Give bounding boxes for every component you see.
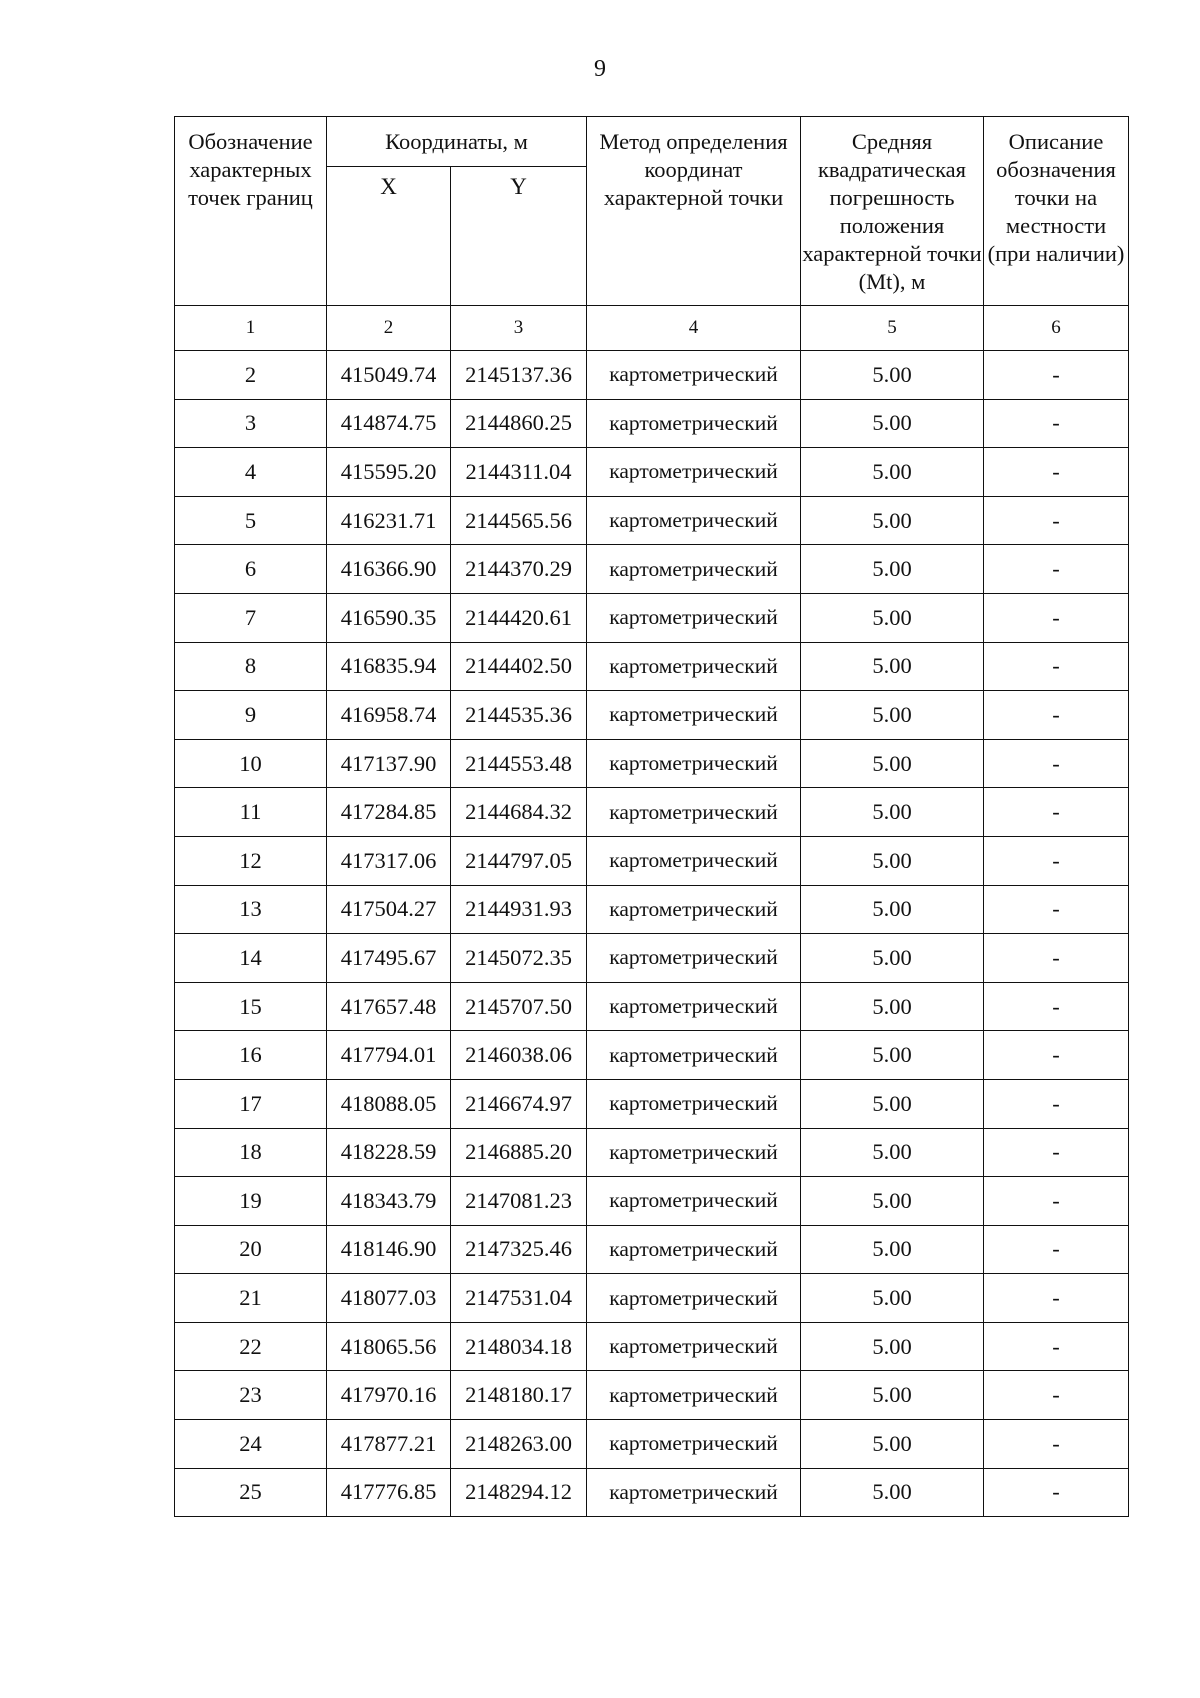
table-row	[175, 885, 1129, 934]
y-coordinate-cell: 2146038.06	[451, 1031, 587, 1080]
error-cell: 5.00	[801, 642, 984, 691]
description-cell: -	[984, 1420, 1129, 1469]
method-cell: картометрический	[587, 1031, 801, 1080]
point-number-cell: 23	[175, 1371, 327, 1420]
x-coordinate-cell: 414874.75	[327, 399, 451, 448]
point-number-cell: 13	[175, 885, 327, 934]
point-number-cell: 3	[175, 399, 327, 448]
method-cell: картометрический	[587, 1274, 801, 1323]
table-row	[175, 1322, 1129, 1371]
error-cell: 5.00	[801, 691, 984, 740]
description-cell: -	[984, 593, 1129, 642]
table-row	[175, 448, 1129, 497]
x-coordinate-cell: 417137.90	[327, 739, 451, 788]
method-cell: картометрический	[587, 982, 801, 1031]
column-number: 5	[801, 306, 984, 351]
description-cell: -	[984, 1468, 1129, 1517]
error-cell: 5.00	[801, 1225, 984, 1274]
description-cell: -	[984, 1274, 1129, 1323]
point-number-cell: 10	[175, 739, 327, 788]
error-cell: 5.00	[801, 885, 984, 934]
method-cell: картометрический	[587, 1177, 801, 1226]
method-cell: картометрический	[587, 836, 801, 885]
header-description: Описание обозначения точки на местности (при наличии)	[984, 117, 1129, 306]
method-cell: картометрический	[587, 691, 801, 740]
error-cell: 5.00	[801, 1274, 984, 1323]
point-number-cell: 21	[175, 1274, 327, 1323]
error-cell: 5.00	[801, 1128, 984, 1177]
description-cell: -	[984, 496, 1129, 545]
header-error: Средняя квадратическая погрешность положения характерной точки (Mt), м	[801, 117, 984, 306]
error-cell: 5.00	[801, 788, 984, 837]
table-row	[175, 1468, 1129, 1517]
table-row	[175, 788, 1129, 837]
header-row	[175, 117, 1129, 167]
header-x: X	[327, 167, 451, 306]
description-cell: -	[984, 1031, 1129, 1080]
description-cell: -	[984, 1322, 1129, 1371]
column-number: 6	[984, 306, 1129, 351]
point-number-cell: 22	[175, 1322, 327, 1371]
x-coordinate-cell: 415049.74	[327, 351, 451, 400]
y-coordinate-cell: 2144931.93	[451, 885, 587, 934]
column-number: 4	[587, 306, 801, 351]
method-cell: картометрический	[587, 885, 801, 934]
description-cell: -	[984, 1177, 1129, 1226]
x-coordinate-cell: 417284.85	[327, 788, 451, 837]
point-number-cell: 24	[175, 1420, 327, 1469]
header-designation: Обозначение характерных точек границ	[175, 117, 327, 306]
point-number-cell: 9	[175, 691, 327, 740]
table-row	[175, 982, 1129, 1031]
error-cell: 5.00	[801, 836, 984, 885]
error-cell: 5.00	[801, 1031, 984, 1080]
point-number-cell: 11	[175, 788, 327, 837]
description-cell: -	[984, 351, 1129, 400]
x-coordinate-cell: 416958.74	[327, 691, 451, 740]
error-cell: 5.00	[801, 448, 984, 497]
x-coordinate-cell: 418088.05	[327, 1079, 451, 1128]
x-coordinate-cell: 416231.71	[327, 496, 451, 545]
table-row	[175, 399, 1129, 448]
table-row	[175, 1274, 1129, 1323]
point-number-cell: 7	[175, 593, 327, 642]
description-cell: -	[984, 739, 1129, 788]
y-coordinate-cell: 2148034.18	[451, 1322, 587, 1371]
method-cell: картометрический	[587, 545, 801, 594]
error-cell: 5.00	[801, 1177, 984, 1226]
method-cell: картометрический	[587, 1420, 801, 1469]
y-coordinate-cell: 2144420.61	[451, 593, 587, 642]
table-row	[175, 351, 1129, 400]
description-cell: -	[984, 836, 1129, 885]
point-number-cell: 2	[175, 351, 327, 400]
point-number-cell: 4	[175, 448, 327, 497]
table-row	[175, 836, 1129, 885]
table-row	[175, 1031, 1129, 1080]
table-row	[175, 1177, 1129, 1226]
description-cell: -	[984, 885, 1129, 934]
error-cell: 5.00	[801, 982, 984, 1031]
x-coordinate-cell: 418343.79	[327, 1177, 451, 1226]
x-coordinate-cell: 417794.01	[327, 1031, 451, 1080]
table-row	[175, 934, 1129, 983]
error-cell: 5.00	[801, 351, 984, 400]
y-coordinate-cell: 2145137.36	[451, 351, 587, 400]
method-cell: картометрический	[587, 1225, 801, 1274]
method-cell: картометрический	[587, 1371, 801, 1420]
table-body	[175, 117, 1129, 1517]
column-number: 2	[327, 306, 451, 351]
point-number-cell: 14	[175, 934, 327, 983]
method-cell: картометрический	[587, 934, 801, 983]
method-cell: картометрический	[587, 496, 801, 545]
point-number-cell: 17	[175, 1079, 327, 1128]
y-coordinate-cell: 2145707.50	[451, 982, 587, 1031]
table-row	[175, 739, 1129, 788]
error-cell: 5.00	[801, 593, 984, 642]
method-cell: картометрический	[587, 1322, 801, 1371]
x-coordinate-cell: 415595.20	[327, 448, 451, 497]
y-coordinate-cell: 2148180.17	[451, 1371, 587, 1420]
method-cell: картометрический	[587, 448, 801, 497]
description-cell: -	[984, 642, 1129, 691]
y-coordinate-cell: 2144553.48	[451, 739, 587, 788]
column-number: 3	[451, 306, 587, 351]
table-row	[175, 496, 1129, 545]
table-row	[175, 1128, 1129, 1177]
y-coordinate-cell: 2148294.12	[451, 1468, 587, 1517]
y-coordinate-cell: 2144402.50	[451, 642, 587, 691]
boundary-points-table	[174, 116, 1129, 1517]
description-cell: -	[984, 1128, 1129, 1177]
header-y: Y	[451, 167, 587, 306]
y-coordinate-cell: 2144684.32	[451, 788, 587, 837]
point-number-cell: 12	[175, 836, 327, 885]
point-number-cell: 25	[175, 1468, 327, 1517]
y-coordinate-cell: 2147325.46	[451, 1225, 587, 1274]
description-cell: -	[984, 691, 1129, 740]
x-coordinate-cell: 417970.16	[327, 1371, 451, 1420]
y-coordinate-cell: 2144535.36	[451, 691, 587, 740]
error-cell: 5.00	[801, 1420, 984, 1469]
error-cell: 5.00	[801, 739, 984, 788]
description-cell: -	[984, 399, 1129, 448]
description-cell: -	[984, 934, 1129, 983]
error-cell: 5.00	[801, 399, 984, 448]
point-number-cell: 5	[175, 496, 327, 545]
x-coordinate-cell: 417657.48	[327, 982, 451, 1031]
method-cell: картометрический	[587, 1128, 801, 1177]
method-cell: картометрический	[587, 739, 801, 788]
x-coordinate-cell: 417504.27	[327, 885, 451, 934]
x-coordinate-cell: 417317.06	[327, 836, 451, 885]
method-cell: картометрический	[587, 1079, 801, 1128]
y-coordinate-cell: 2146674.97	[451, 1079, 587, 1128]
x-coordinate-cell: 418146.90	[327, 1225, 451, 1274]
point-number-cell: 19	[175, 1177, 327, 1226]
x-coordinate-cell: 418228.59	[327, 1128, 451, 1177]
error-cell: 5.00	[801, 545, 984, 594]
table-row	[175, 1225, 1129, 1274]
column-number: 1	[175, 306, 327, 351]
table-row	[175, 1420, 1129, 1469]
error-cell: 5.00	[801, 1079, 984, 1128]
y-coordinate-cell: 2145072.35	[451, 934, 587, 983]
y-coordinate-cell: 2144370.29	[451, 545, 587, 594]
description-cell: -	[984, 1079, 1129, 1128]
column-number-row	[175, 306, 1129, 351]
method-cell: картометрический	[587, 642, 801, 691]
point-number-cell: 16	[175, 1031, 327, 1080]
description-cell: -	[984, 545, 1129, 594]
method-cell: картометрический	[587, 593, 801, 642]
table-row	[175, 642, 1129, 691]
point-number-cell: 20	[175, 1225, 327, 1274]
method-cell: картометрический	[587, 351, 801, 400]
y-coordinate-cell: 2148263.00	[451, 1420, 587, 1469]
y-coordinate-cell: 2144797.05	[451, 836, 587, 885]
y-coordinate-cell: 2144565.56	[451, 496, 587, 545]
table-row	[175, 691, 1129, 740]
method-cell: картометрический	[587, 1468, 801, 1517]
table-row	[175, 1079, 1129, 1128]
y-coordinate-cell: 2144311.04	[451, 448, 587, 497]
description-cell: -	[984, 982, 1129, 1031]
x-coordinate-cell: 416366.90	[327, 545, 451, 594]
method-cell: картометрический	[587, 788, 801, 837]
description-cell: -	[984, 1371, 1129, 1420]
y-coordinate-cell: 2147081.23	[451, 1177, 587, 1226]
error-cell: 5.00	[801, 496, 984, 545]
x-coordinate-cell: 417776.85	[327, 1468, 451, 1517]
description-cell: -	[984, 788, 1129, 837]
error-cell: 5.00	[801, 1322, 984, 1371]
x-coordinate-cell: 416835.94	[327, 642, 451, 691]
point-number-cell: 6	[175, 545, 327, 594]
point-number-cell: 18	[175, 1128, 327, 1177]
point-number-cell: 8	[175, 642, 327, 691]
x-coordinate-cell: 418077.03	[327, 1274, 451, 1323]
table-row	[175, 1371, 1129, 1420]
method-cell: картометрический	[587, 399, 801, 448]
point-number-cell: 15	[175, 982, 327, 1031]
x-coordinate-cell: 417495.67	[327, 934, 451, 983]
error-cell: 5.00	[801, 1468, 984, 1517]
error-cell: 5.00	[801, 1371, 984, 1420]
x-coordinate-cell: 418065.56	[327, 1322, 451, 1371]
description-cell: -	[984, 1225, 1129, 1274]
y-coordinate-cell: 2144860.25	[451, 399, 587, 448]
y-coordinate-cell: 2147531.04	[451, 1274, 587, 1323]
header-method: Метод определения координат характерной точки	[587, 117, 801, 306]
page-number: 9	[594, 56, 606, 82]
table-row	[175, 593, 1129, 642]
table-row	[175, 545, 1129, 594]
x-coordinate-cell: 416590.35	[327, 593, 451, 642]
x-coordinate-cell: 417877.21	[327, 1420, 451, 1469]
error-cell: 5.00	[801, 934, 984, 983]
header-coordinates: Координаты, м	[327, 117, 587, 167]
y-coordinate-cell: 2146885.20	[451, 1128, 587, 1177]
description-cell: -	[984, 448, 1129, 497]
